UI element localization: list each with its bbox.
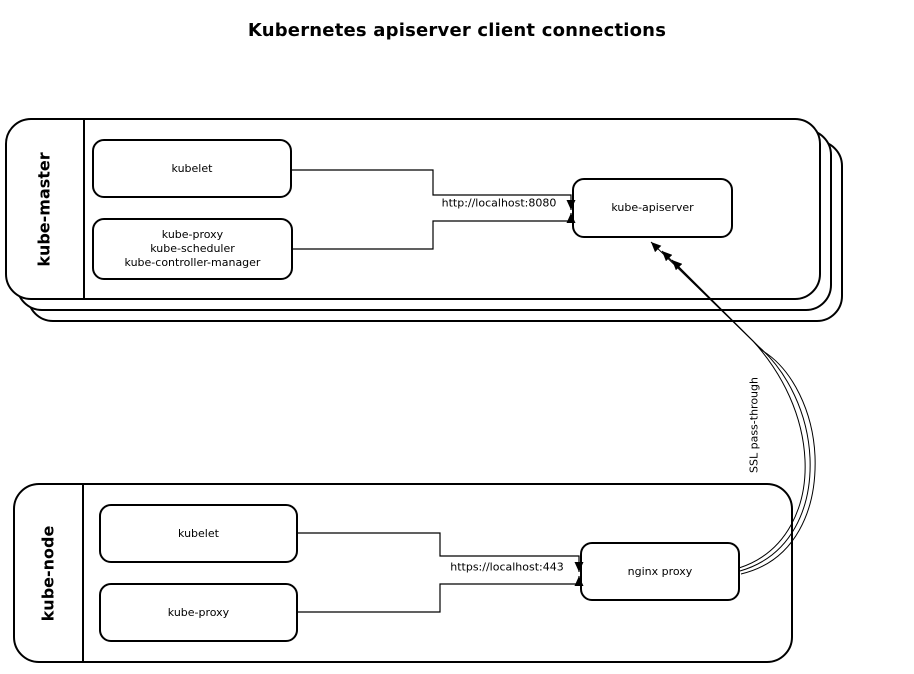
http-localhost-8080-edge-label: http://localhost:8080: [441, 196, 557, 210]
node-kubelet-text: kubelet: [178, 526, 219, 540]
ssl-pass-through-edge-label: SSL pass-through: [747, 377, 761, 473]
node-kube-proxy-text: kube-proxy: [167, 605, 230, 619]
node-kube-proxy-node: [99, 583, 298, 642]
nginx-proxy-text: nginx proxy: [627, 564, 693, 578]
master-kubelet-node: [92, 139, 292, 198]
kube-node-label: kube-node: [38, 525, 58, 621]
kube-apiserver-text: kube-apiserver: [611, 201, 694, 214]
diagram-title: Kubernetes apiserver client connections: [247, 20, 667, 41]
master-service-kube-controller-manager: kube-controller-manager: [124, 256, 261, 269]
kube-master-label-strip: [5, 118, 85, 300]
master-kubelet-text: kubelet: [171, 161, 213, 175]
kube-node-label-strip: [13, 483, 84, 663]
kube-apiserver-node: [572, 178, 733, 238]
kube-master-label: kube-master: [34, 151, 54, 267]
node-kubelet-node: [99, 504, 298, 563]
master-service-kube-scheduler: kube-scheduler: [150, 242, 235, 255]
https-localhost-443-edge-label: https://localhost:443: [450, 560, 564, 574]
master-service-kube-proxy: kube-proxy: [161, 228, 224, 241]
master-services-node: [92, 218, 293, 280]
nginx-proxy-node: [580, 542, 740, 601]
